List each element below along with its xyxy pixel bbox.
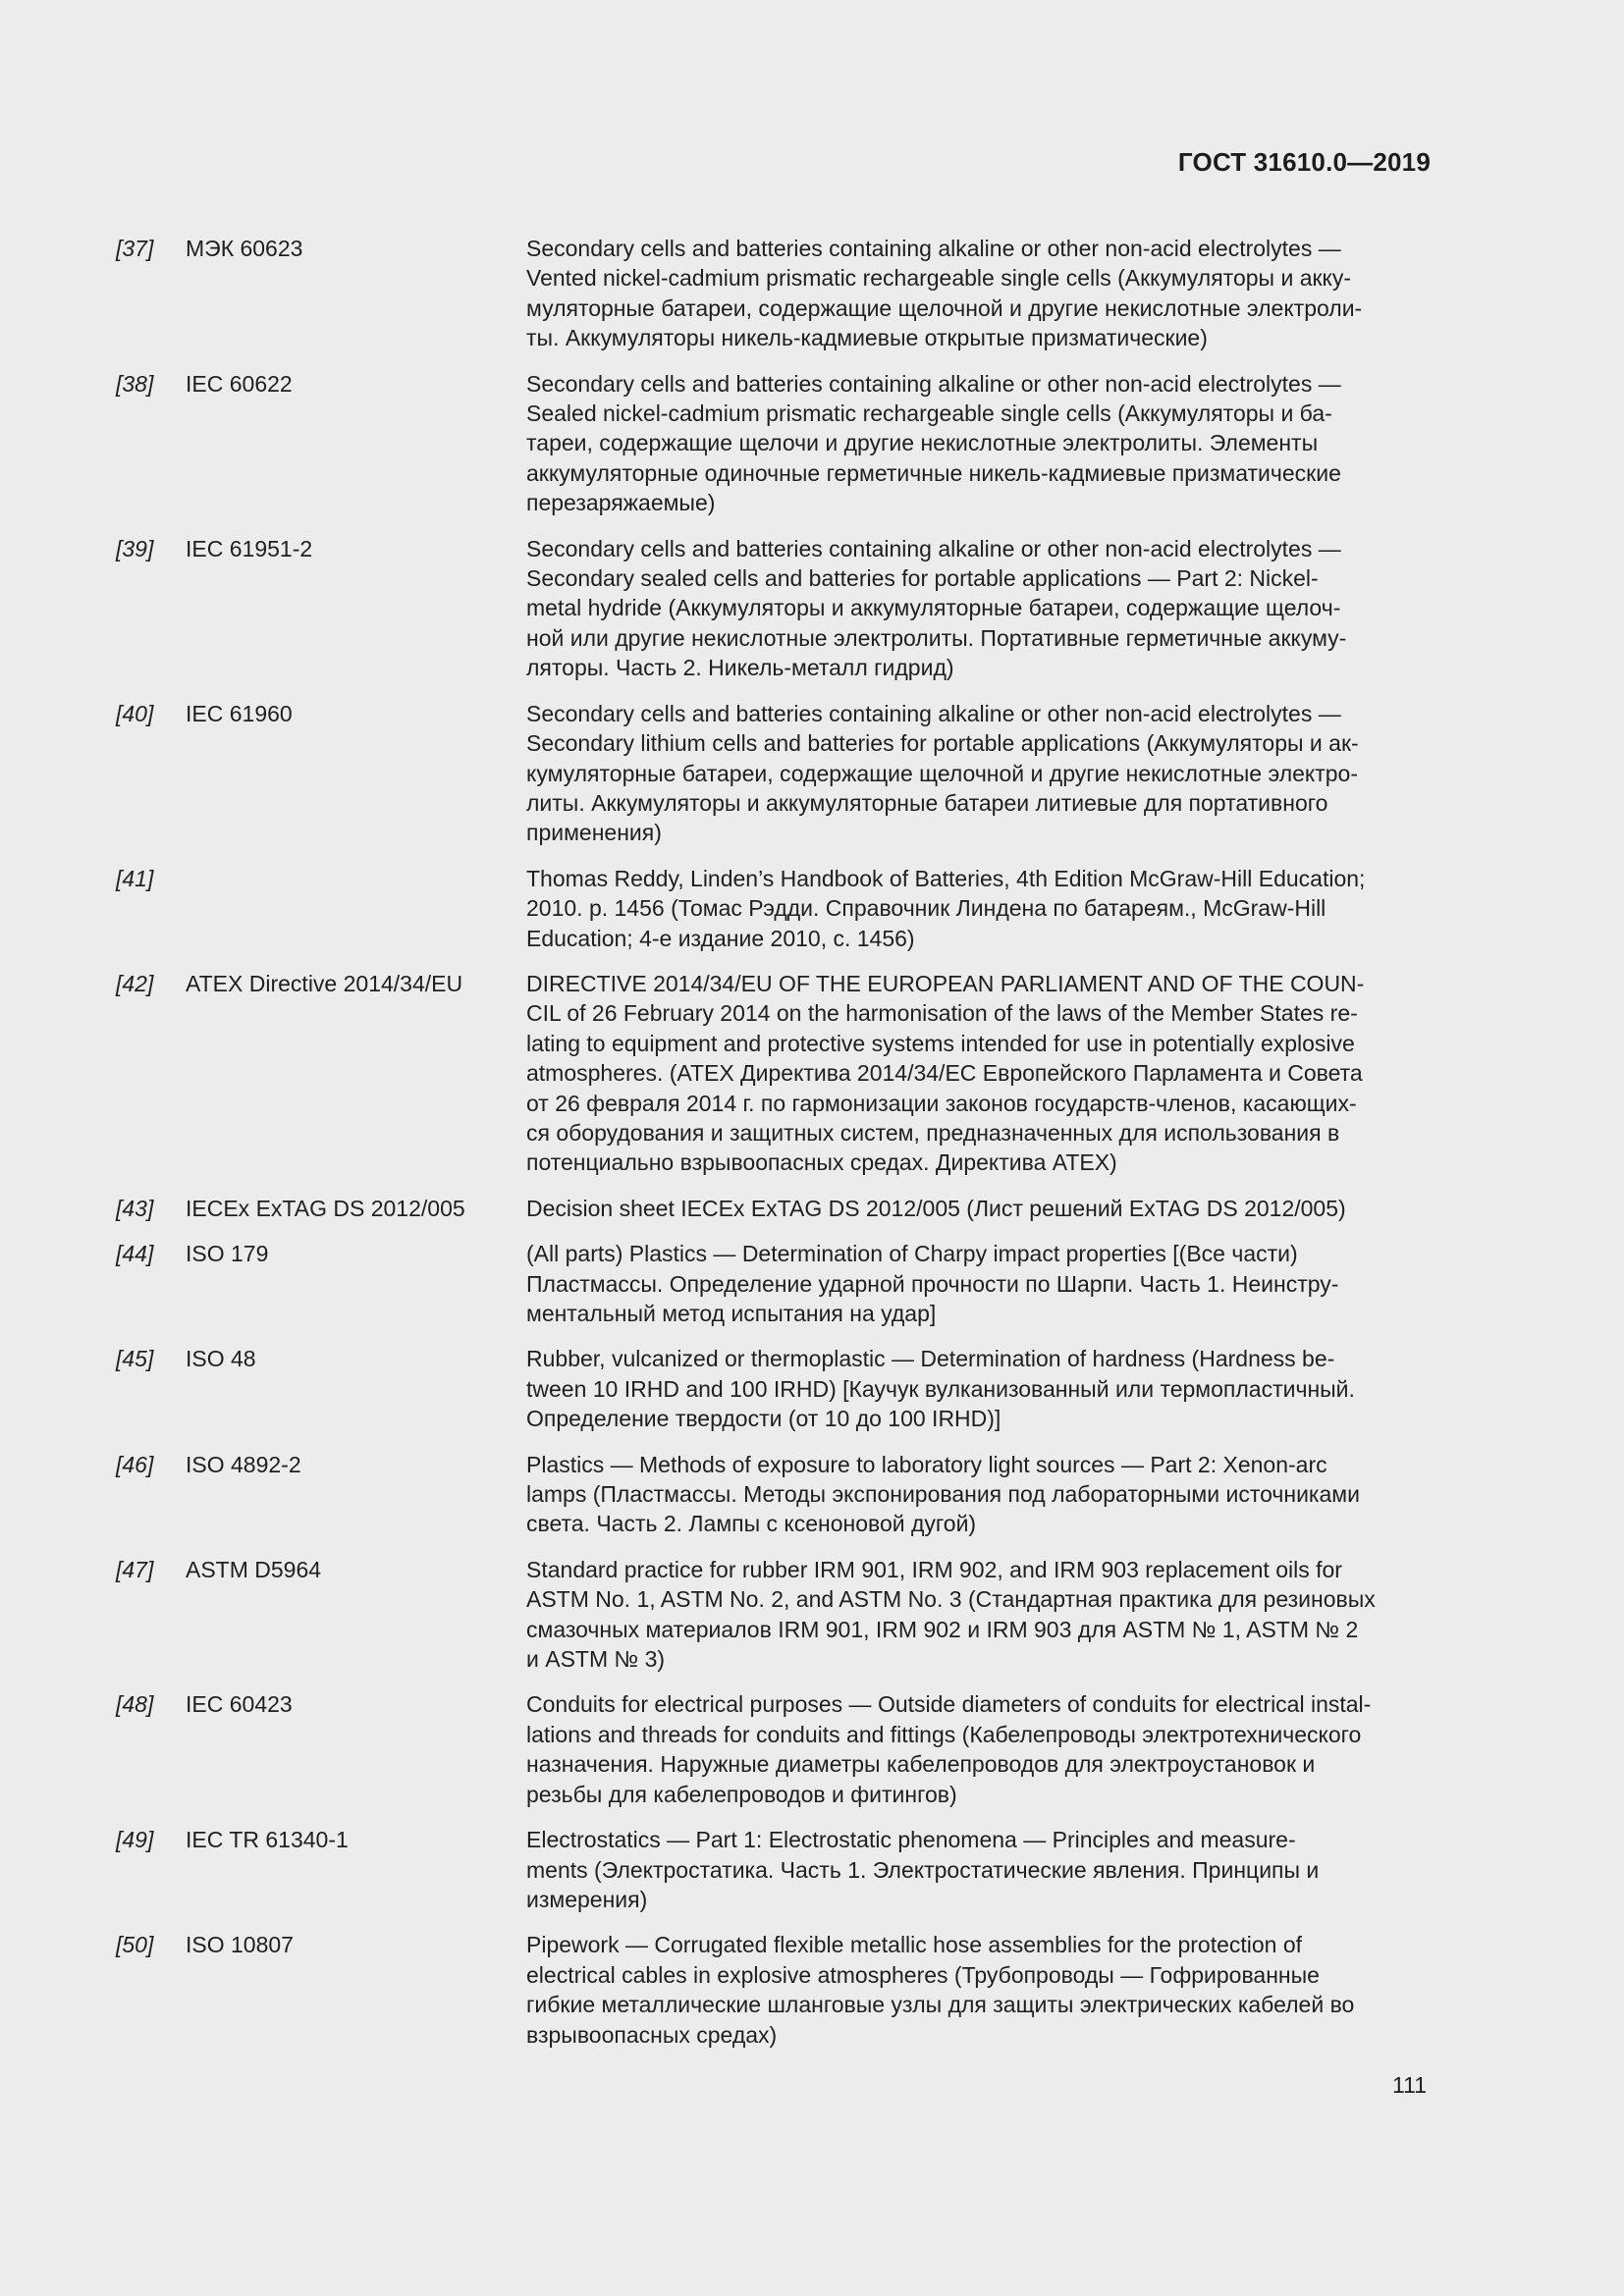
reference-item-41 — [116, 864, 1431, 953]
reference-title: Electrostatics — Part 1: Electrostatic phenomena — Principles and measure- ments (Электростатика. Часть 1. Электростатические явления. Принципы и измерения) — [526, 1827, 1320, 1912]
reference-item-47 — [116, 1555, 1431, 1675]
reference-number: [49] — [116, 1827, 154, 1853]
reference-number: [40] — [116, 700, 154, 726]
reference-number: [43] — [116, 1195, 154, 1221]
document-code: ГОСТ 31610.0—2019 — [1177, 147, 1431, 177]
reference-standard: ATEX Directive 2014/34/EU — [186, 970, 463, 996]
reference-number: [38] — [116, 370, 154, 397]
reference-title: Decision sheet IECEx ExTAG DS 2012/005 (Лист решений ExTAG DS 2012/005) — [526, 1195, 1346, 1221]
reference-title: (All parts) Plastics — Determination of Charpy impact properties [(Все части) Пластмассы. Определение ударной прочности по Шарпи. Часть 1. Неинстру- ментальный метод испытания на удар] — [526, 1241, 1339, 1326]
reference-standard: ASTM D5964 — [186, 1556, 322, 1582]
reference-standard: ISO 10807 — [186, 1932, 294, 1958]
reference-item-44 — [116, 1239, 1431, 1328]
reference-item-37 — [116, 234, 1431, 353]
reference-number: [47] — [116, 1556, 154, 1582]
reference-title: Secondary cells and batteries containing alkaline or other non-acid electrolytes — Secondary sealed cells and batteries for portable applications — Part 2: Nickel- metal hydride (Аккумуляторы и аккумуляторные батареи, содержащие щелоч- ной или другие некислотные электролиты. Портативные герметичные аккуму- ляторы. Часть 2. Никель-металл гидрид) — [526, 535, 1347, 681]
reference-number: [42] — [116, 970, 154, 996]
reference-standard: IEC 60622 — [186, 370, 293, 397]
reference-title: Secondary cells and batteries containing alkaline or other non-acid electrolytes — Sealed nickel-cadmium prismatic rechargeable single cells (Аккумуляторы и ба- тареи, содержащие щелочи и другие некислотные электролиты. Элементы аккумуляторные одиночные герметичные никель-кадмиевые призматические перезаряжаемые) — [526, 370, 1341, 516]
reference-standard: МЭК 60623 — [186, 236, 303, 261]
reference-item-43 — [116, 1194, 1431, 1223]
reference-title: Rubber, vulcanized or thermoplastic — Determination of hardness (Hardness be- tween 10 IRHD and 100 IRHD) [Каучук вулканизованный или термопластичный. Определение твердости (от 10 до 100 IRHD)] — [526, 1346, 1355, 1432]
reference-number: [46] — [116, 1451, 154, 1477]
reference-standard: IEC TR 61340-1 — [186, 1827, 349, 1853]
reference-number: [39] — [116, 535, 154, 561]
reference-item-49 — [116, 1825, 1431, 1914]
reference-item-46 — [116, 1450, 1431, 1539]
reference-item-48 — [116, 1689, 1431, 1809]
reference-standard: ISO 48 — [186, 1346, 256, 1372]
reference-standard: IEC 61951-2 — [186, 535, 313, 561]
reference-standard: IECEx ExTAG DS 2012/005 — [186, 1195, 465, 1221]
reference-title: Pipework — Corrugated flexible metallic hose assemblies for the protection of electrical cables in explosive atmospheres (Трубопроводы — Гофрированные гибкие металлические шланговые узлы для защиты электрических кабелей во взрывоопасных средах) — [526, 1932, 1355, 2048]
reference-standard: IEC 61960 — [186, 700, 293, 726]
reference-title: Standard practice for rubber IRM 901, IRM 902, and IRM 903 replacement oils for ASTM No. 1, ASTM No. 2, and ASTM No. 3 (Стандартная практика для резиновых смазочных материалов IRM 901, IRM 902 и IRM 903 для ASTM № 1, ASTM № 2 и ASTM № 3) — [526, 1556, 1376, 1673]
reference-title: Secondary cells and batteries containing alkaline or other non-acid electrolytes — Secondary lithium cells and batteries for portable applications (Аккумуляторы и ак- кумуляторные батареи, содержащие щелочной и другие некислотные электро- литы. Аккумуляторы и аккумуляторные батареи литиевые для портативного применения) — [526, 700, 1359, 846]
reference-item-38 — [116, 369, 1431, 518]
reference-number: [44] — [116, 1241, 154, 1267]
reference-title: Conduits for electrical purposes — Outside diameters of conduits for electrical instal- lations and threads for conduits and fittings (Кабелепроводы электротехнического назначения. Наружные диаметры кабелепроводов для электроустановок и резьбы для кабелепроводов и фитингов) — [526, 1691, 1372, 1807]
reference-number: [48] — [116, 1691, 154, 1718]
reference-number: [50] — [116, 1932, 154, 1958]
reference-title: Secondary cells and batteries containing alkaline or other non-acid electrolytes — Vented nickel-cadmium prismatic rechargeable single cells (Аккумуляторы и акку- муляторные батареи, содержащие щелочной и другие некислотные электроли- ты. Аккумуляторы никель-кадмиевые открытые призматические) — [526, 236, 1363, 351]
reference-item-40 — [116, 699, 1431, 848]
reference-list — [116, 234, 1431, 2065]
reference-title: Thomas Reddy, Linden’s Handbook of Batteries, 4th Edition McGraw-Hill Education; 2010. p. 1456 (Томас Рэдди. Справочник Линдена по батареям., McGraw-Hill Education; 4-е издание 2010, с. 1456) — [526, 865, 1366, 951]
reference-item-39 — [116, 534, 1431, 683]
reference-standard: IEC 60423 — [186, 1691, 293, 1718]
reference-number: [41] — [116, 865, 154, 891]
reference-item-45 — [116, 1344, 1431, 1433]
reference-number: [45] — [116, 1346, 154, 1372]
reference-standard: ISO 4892-2 — [186, 1451, 301, 1477]
reference-standard: ISO 179 — [186, 1241, 269, 1267]
reference-number: [37] — [116, 236, 154, 261]
page-number: 111 — [1392, 2072, 1427, 2098]
reference-item-50 — [116, 1930, 1431, 2050]
reference-title: Plastics — Methods of exposure to laboratory light sources — Part 2: Xenon-arc lamps (Пластмассы. Методы экспонирования под лабораторными источниками света. Часть 2. Лампы с ксеноновой дугой) — [526, 1451, 1360, 1537]
reference-item-42 — [116, 969, 1431, 1178]
reference-title: DIRECTIVE 2014/34/EU OF THE EUROPEAN PARLIAMENT AND OF THE COUN- CIL of 26 February 2014 on the harmonisation of the laws of the Member States re- lating to equipment and protective systems intended for use in potentially explosive atmospheres. (АТЕХ Директива 2014/34/ЕС Европейского Парламента и Совета от 26 февраля 2014 г. по гармонизации законов государств-членов, касающих- ся оборудования и защитных систем, предназначенных для использования в потенциально взрывоопасных средах. Директива АТЕХ) — [526, 970, 1365, 1176]
